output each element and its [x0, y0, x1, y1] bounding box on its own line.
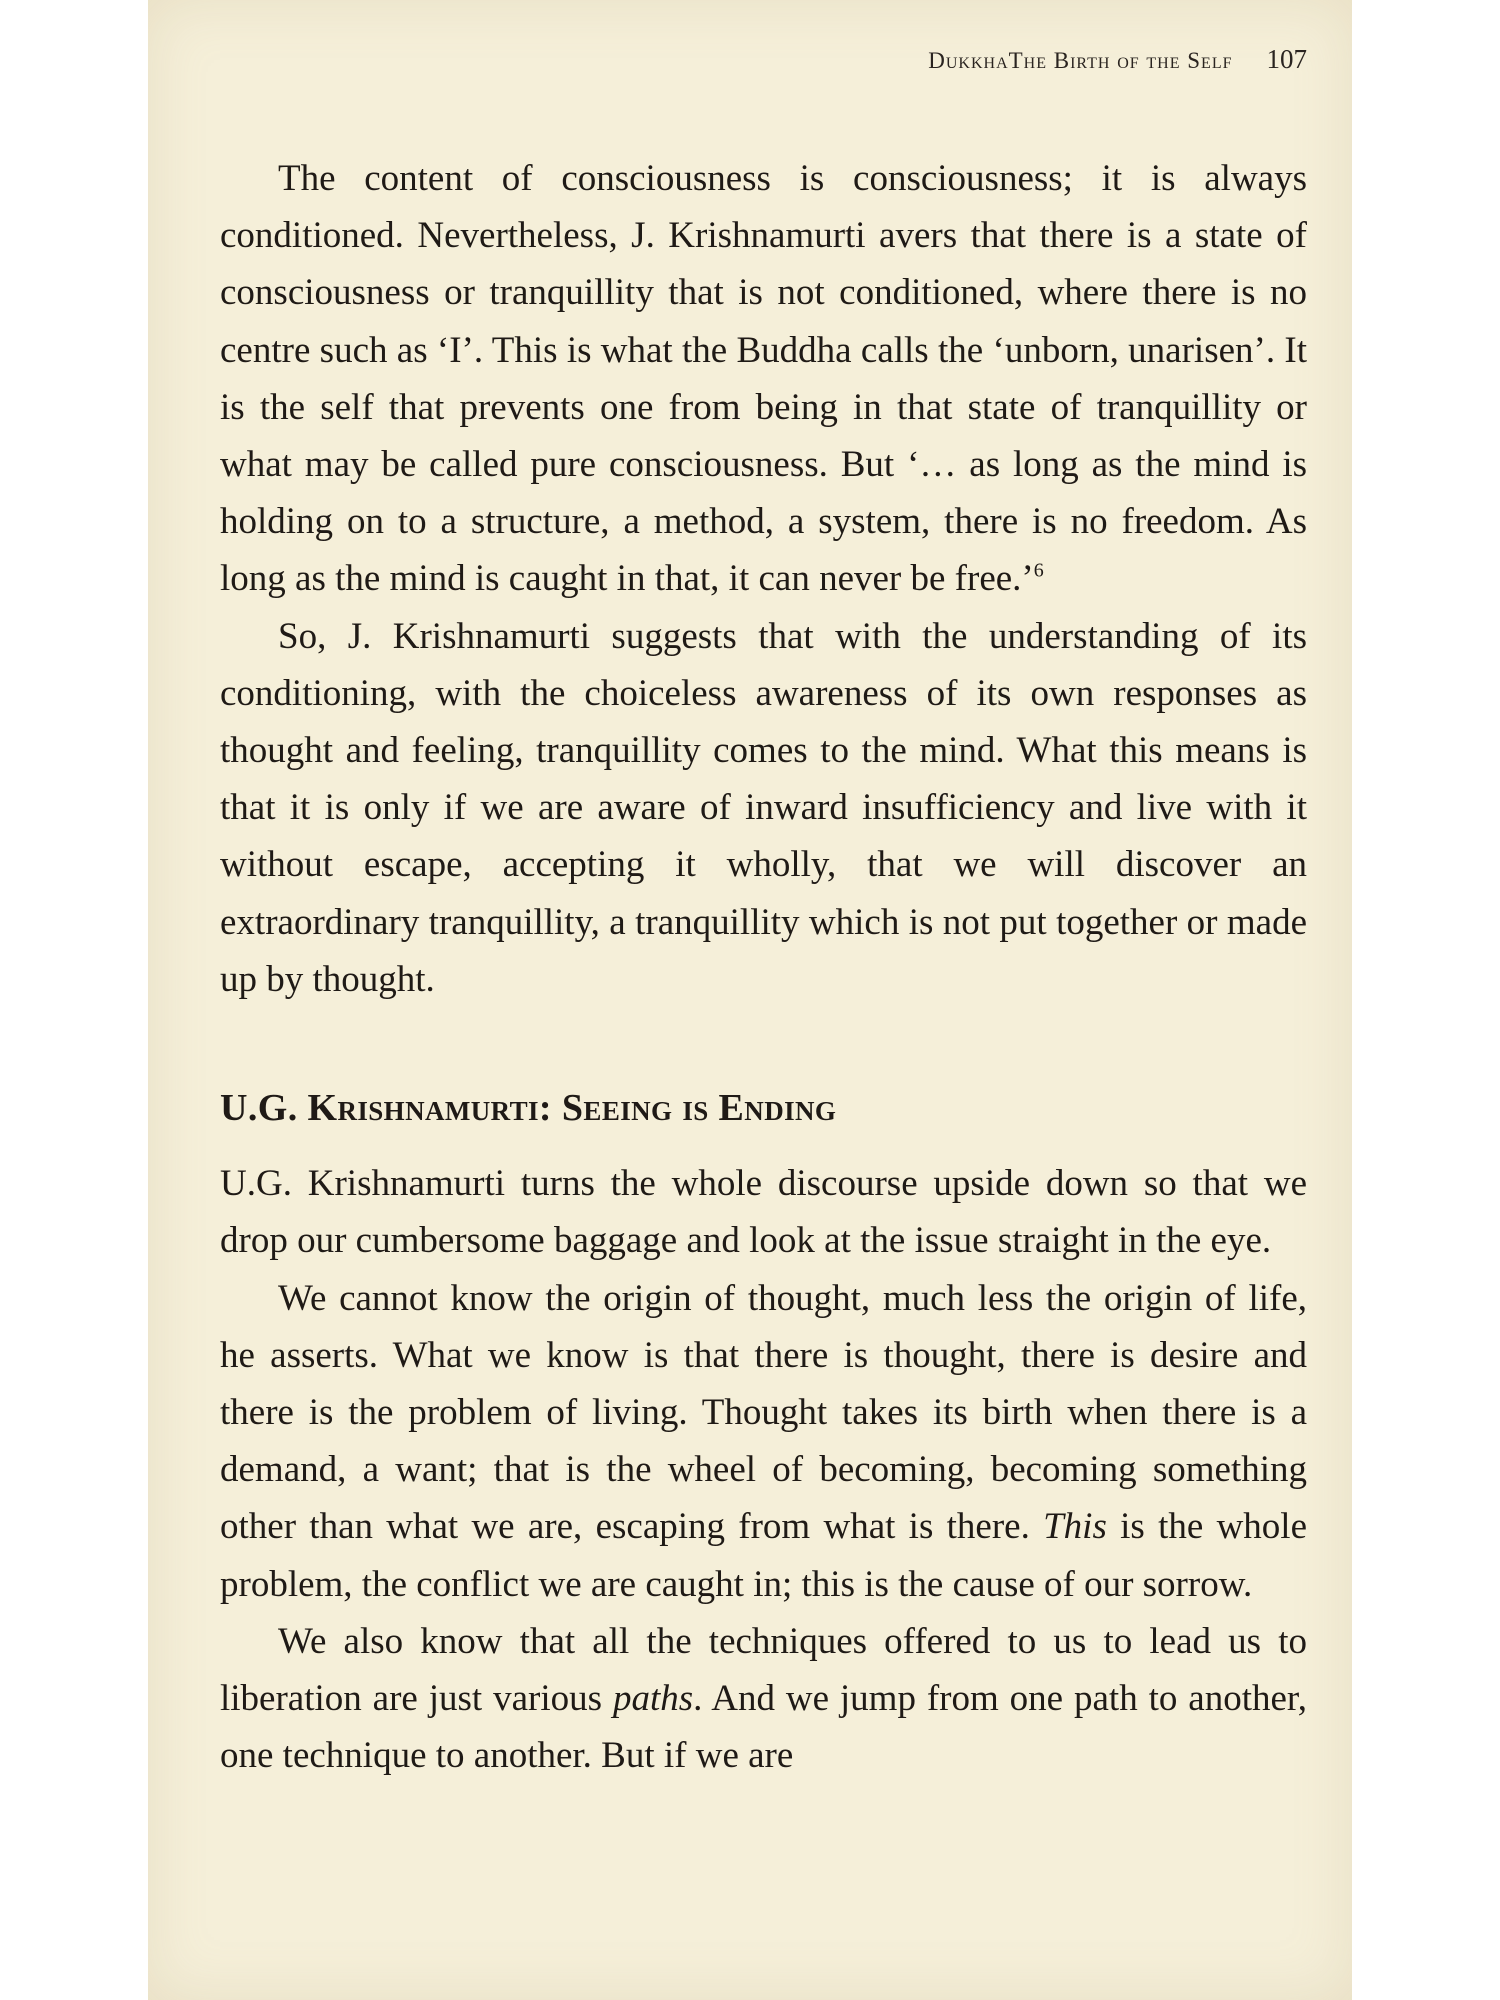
paragraph-4-text-a: We cannot know the origin of thought, much less the origin of life, he asserts. What we know is that there is thought, there is desire and there is the problem of living. Thought takes its birth when there is a demand, a want; that is the wheel of becoming, becoming something other than what we are, escaping from what is there.	[220, 1277, 1307, 1548]
paragraph-3: U.G. Krishnamurti turns the whole discourse upside down so that we drop our cumbersome baggage and look at the issue straight in the eye.	[220, 1163, 1307, 1262]
book-page	[148, 0, 1352, 2000]
paragraph-5-text-b: . And we jump from one path to another, one technique to another. But if we are	[220, 1678, 1307, 1777]
running-head	[928, 44, 1307, 75]
section-heading: U.G. Krishnamurti: Seeing is Ending	[220, 1087, 837, 1130]
paragraph-5	[220, 1613, 1307, 1785]
paragraph-1-text: The content of consciousness is consciousness; it is always conditioned. Nevertheless, J. Krishnamurti avers that there is a state of consciousness or tranquillity that is not conditioned, where there is no centre such as ‘I’. This is what the Buddha calls the ‘unborn, unarisen’. It is the self that prevents one from being in that state of tranquillity or what may be called pure consciousness. But ‘… as long as the mind is holding on to a structure, a method, a system, there is no freedom. As long as the mind is caught in that, it can never be free.’	[220, 158, 1307, 600]
paragraph-2: So, J. Krishnamurti suggests that with the understanding of its conditioning, with the choiceless awareness of its own responses as thought and feeling, tranquillity comes to the mind. What this means is that it is only if we are aware of inward insufficiency and live with it without escape, accepting it wholly, that we will discover an extraordinary tranquillity, a tranquillity which is not put together or made up by thought.	[220, 615, 1307, 1000]
paragraph-4	[220, 1270, 1307, 1613]
paragraph-4-text-b: is the whole problem, the conflict we are caught in; this is the cause of our sorrow.	[220, 1506, 1307, 1605]
page-number: 107	[1266, 44, 1307, 74]
paragraph-5-text-a: We also know that all the techniques offered to us to lead us to liberation are just various	[220, 1620, 1307, 1720]
paragraph-1	[220, 150, 1307, 608]
body-text	[220, 150, 1307, 1784]
running-title: DukkhaThe Birth of the Self	[928, 48, 1233, 73]
paragraph-4-emphasis: This	[1043, 1506, 1107, 1548]
paragraph-5-emphasis: paths	[612, 1678, 694, 1720]
footnote-marker: 6	[1033, 560, 1044, 583]
